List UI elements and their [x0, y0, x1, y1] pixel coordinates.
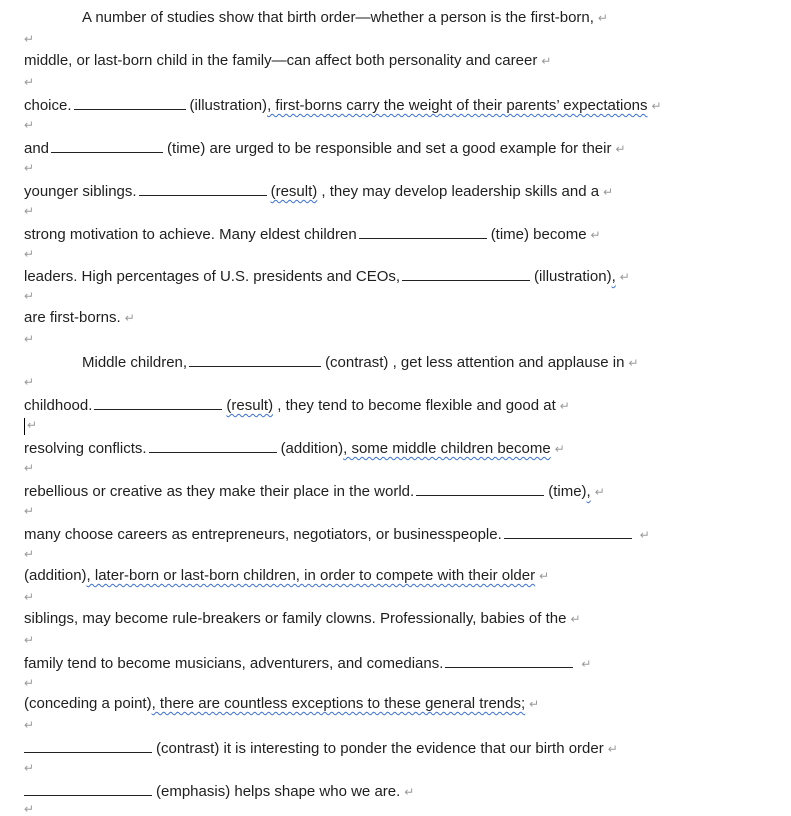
paragraph-mark-icon: ↵ — [24, 761, 35, 775]
text: strong motivation to achieve. Many eldest children — [24, 226, 357, 243]
text: , some middle children become — [343, 440, 551, 457]
text: (time) are urged to be responsible and set a good example for their — [167, 140, 612, 157]
text-line — [24, 610, 581, 628]
text-line — [24, 738, 618, 758]
text-line — [24, 266, 630, 286]
text: rebellious or creative as they make their place in the world. — [24, 483, 415, 500]
paragraph-mark-icon: ↵ — [24, 633, 35, 647]
text: A number of studies show that birth order—whether a person is the first-born, — [82, 9, 594, 26]
paragraph-mark-icon: ↵ — [404, 785, 415, 799]
text-line — [24, 695, 539, 713]
hint: (contrast) — [325, 354, 389, 371]
hint: (illustration) — [534, 268, 612, 285]
paragraph-mark-icon: ↵ — [24, 504, 35, 518]
paragraph-mark-icon: ↵ — [24, 75, 35, 89]
paragraph-mark-icon: ↵ — [24, 375, 35, 389]
text-line — [24, 138, 626, 158]
hint: (result) — [270, 183, 318, 200]
text: , first-borns carry the weight of their parents’ expectations — [267, 97, 648, 114]
text: (emphasis) helps shape who we are. — [156, 783, 401, 800]
blank-field[interactable] — [189, 352, 321, 367]
text: leaders. High percentages of U.S. presidents and CEOs, — [24, 268, 401, 285]
text-line — [24, 309, 135, 327]
text: childhood. — [24, 397, 93, 414]
text: middle, or last-born child in the family—can affect both personality and career — [24, 52, 538, 69]
blank-field[interactable] — [504, 524, 632, 539]
paragraph-mark-icon: ↵ — [541, 54, 552, 68]
text-line — [24, 52, 551, 70]
text-line — [82, 9, 608, 27]
text-line — [24, 781, 414, 801]
paragraph-mark-icon: ↵ — [529, 697, 540, 711]
paragraph-mark-icon: ↵ — [24, 547, 35, 561]
text: , there are countless exceptions to these general trends; — [151, 695, 526, 712]
paragraph-mark-icon: ↵ — [559, 399, 570, 413]
text: , — [611, 268, 616, 285]
text: family tend to become musicians, adventurers, and comedians. — [24, 655, 444, 672]
blank-field[interactable] — [445, 653, 573, 668]
blank-field[interactable] — [402, 266, 530, 281]
paragraph-mark-icon: ↵ — [24, 461, 35, 475]
blank-field[interactable] — [51, 138, 163, 153]
paragraph-mark-icon: ↵ — [24, 289, 35, 303]
hint: (time) — [548, 483, 587, 500]
text-line — [24, 567, 549, 585]
text: , — [586, 483, 591, 500]
paragraph-mark-icon: ↵ — [570, 612, 581, 626]
paragraph-mark-icon: ↵ — [628, 356, 639, 370]
text-line — [82, 352, 639, 372]
paragraph-mark-icon: ↵ — [24, 332, 35, 346]
paragraph-mark-icon: ↵ — [24, 676, 35, 690]
paragraph-mark-icon: ↵ — [24, 247, 35, 261]
blank-field[interactable] — [74, 95, 186, 110]
paragraph-mark-icon: ↵ — [607, 742, 618, 756]
paragraph-mark-icon: ↵ — [27, 418, 38, 432]
text-line — [24, 224, 601, 244]
blank-field[interactable] — [24, 738, 152, 753]
text: and — [24, 140, 50, 157]
paragraph-mark-icon: ↵ — [619, 270, 630, 284]
paragraph-mark-icon: ↵ — [24, 118, 35, 132]
text: siblings, may become rule-breakers or family clowns. Professionally, babies of the — [24, 610, 567, 627]
text-line — [24, 395, 570, 415]
paragraph-mark-icon: ↵ — [594, 485, 605, 499]
text: (time) become — [490, 226, 587, 243]
blank-field[interactable] — [359, 224, 487, 239]
paragraph-mark-icon: ↵ — [597, 11, 608, 25]
text: , they may develop leadership skills and a — [317, 183, 600, 200]
paragraph-mark-icon: ↵ — [24, 802, 35, 816]
hint: (addition) — [280, 440, 344, 457]
text-line — [24, 653, 591, 673]
text: resolving conflicts. — [24, 440, 147, 457]
paragraph-mark-icon: ↵ — [639, 528, 650, 542]
text-line — [24, 524, 650, 544]
text: Middle children, — [82, 354, 188, 371]
paragraph-mark-icon: ↵ — [651, 99, 662, 113]
blank-field[interactable] — [416, 481, 544, 496]
text: , later-born or last-born children, in order to compete with their older — [86, 567, 536, 584]
hint: (illustration) — [189, 97, 268, 114]
paragraph-mark-icon: ↵ — [24, 590, 35, 604]
text: younger siblings. — [24, 183, 137, 200]
paragraph-mark-icon: ↵ — [554, 442, 565, 456]
paragraph-mark-icon: ↵ — [24, 32, 35, 46]
text: many choose careers as entrepreneurs, negotiators, or businesspeople. — [24, 526, 502, 543]
hint: (result) — [226, 397, 274, 414]
blank-field[interactable] — [24, 781, 152, 796]
blank-field[interactable] — [139, 181, 267, 196]
text-cursor — [24, 418, 25, 435]
paragraph-mark-icon: ↵ — [24, 204, 35, 218]
paragraph-mark-icon: ↵ — [590, 228, 601, 242]
paragraph-mark-icon: ↵ — [581, 657, 592, 671]
hint: (addition) — [24, 567, 87, 584]
paragraph-mark-icon: ↵ — [539, 569, 550, 583]
blank-field[interactable] — [94, 395, 222, 410]
text: , get less attention and applause in — [388, 354, 625, 371]
paragraph-mark-icon: ↵ — [24, 718, 35, 732]
text: (contrast) it is interesting to ponder the evidence that our birth order — [156, 740, 604, 757]
paragraph-mark-icon: ↵ — [24, 161, 35, 175]
blank-field[interactable] — [149, 438, 277, 453]
text-line — [24, 481, 605, 501]
paragraph-mark-icon: ↵ — [124, 311, 135, 325]
text: , they tend to become flexible and good at — [273, 397, 556, 414]
text-line — [24, 95, 662, 115]
hint: (conceding a point) — [24, 695, 152, 712]
paragraph-mark-icon: ↵ — [603, 185, 614, 199]
text: are first-borns. — [24, 309, 121, 326]
text-line — [24, 438, 565, 458]
text-line — [24, 181, 613, 201]
text: choice. — [24, 97, 72, 114]
paragraph-mark-icon: ↵ — [615, 142, 626, 156]
